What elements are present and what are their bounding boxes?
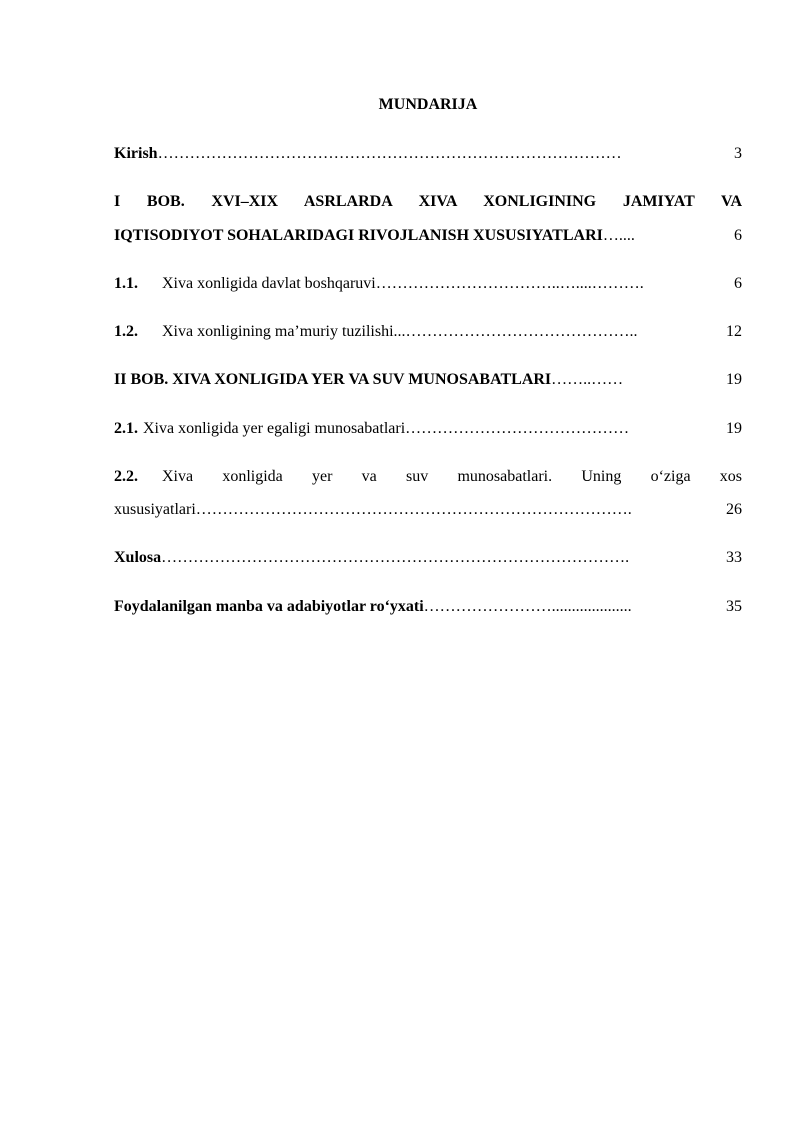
- toc-entry-label: Foydalanilgan manba va adabiyotlar ro‘yxati: [114, 598, 424, 615]
- toc-leader-dots: ……………………....................: [423, 598, 632, 615]
- toc-entry-1-2: [114, 322, 742, 342]
- toc-page-number: 26: [726, 501, 742, 518]
- toc-page-number: 19: [726, 371, 742, 388]
- toc-page-number: 33: [726, 549, 742, 566]
- toc-entry-label: IQTISODIYOT SOHALARIDAGI RIVOJLANISH XUSUSIYATLARI: [114, 227, 603, 244]
- toc-entry-label: Xiva xonligining ma’muriy tuzilishi: [162, 323, 394, 340]
- toc-entry-label: Xiva xonligida yer egaligi munosabatlari: [143, 420, 406, 437]
- toc-entry-2-2: [114, 467, 742, 487]
- toc-entry-xulosa: [114, 548, 742, 568]
- toc-leader-dots: …....: [602, 227, 635, 244]
- toc-leader-dots: ……..……: [551, 371, 624, 388]
- toc-page-number: 19: [726, 420, 742, 437]
- toc-page-number: 3: [734, 145, 742, 162]
- toc-section-number: 1.1.: [114, 275, 138, 292]
- toc-entry-label: xususiyatlari: [114, 501, 196, 518]
- toc-leader-dots: ……………………………………: [405, 420, 630, 437]
- toc-entry-label-line1: I BOB. XVI–XIX ASRLARDA XIVA XONLIGINING JAMIYAT VA: [114, 193, 742, 210]
- page-title: MUNDARIJA: [378, 96, 478, 113]
- toc-entry-bob1: [114, 192, 742, 212]
- toc-entry-bob2: [114, 370, 742, 390]
- toc-leader-dots: ……………………………………………………………………………: [157, 145, 622, 162]
- toc-leader-dots: ...……………………………………..: [393, 323, 638, 340]
- toc-section-number: 1.2.: [114, 323, 138, 340]
- toc-entry-label: II BOB. XIVA XONLIGIDA YER VA SUV MUNOSABATLARI: [114, 371, 552, 388]
- toc-page-number: 12: [726, 323, 742, 340]
- toc-page-number: 6: [734, 227, 742, 244]
- toc-entry-label-line1: Xiva xonligida yer va suv munosabatlari. Uning o‘ziga xos: [162, 468, 742, 485]
- toc-entry-1-1: [114, 274, 742, 294]
- toc-section-number: 2.1.: [114, 420, 138, 437]
- toc-leader-dots: ……………………………………………………………………….: [195, 501, 632, 518]
- toc-entry-label: Xulosa: [114, 549, 162, 566]
- toc-page-number: 35: [726, 598, 742, 615]
- toc-entry-label: Xiva xonligida davlat boshqaruvi: [162, 275, 376, 292]
- toc-entry-kirish: [114, 144, 742, 164]
- toc-leader-dots: …………………………………………………………………………….: [161, 549, 630, 566]
- toc-entry-2-2-cont: [114, 500, 742, 520]
- toc-entry-bob1-cont: [114, 226, 742, 246]
- toc-entry-foydalanilgan: [114, 597, 742, 617]
- toc-entry-label: Kirish: [114, 145, 158, 162]
- toc-section-number: 2.2.: [114, 468, 138, 485]
- toc-leader-dots: ……………………………..…....……….: [375, 275, 644, 292]
- toc-page-number: 6: [734, 275, 742, 292]
- toc-entry-2-1: [114, 419, 742, 439]
